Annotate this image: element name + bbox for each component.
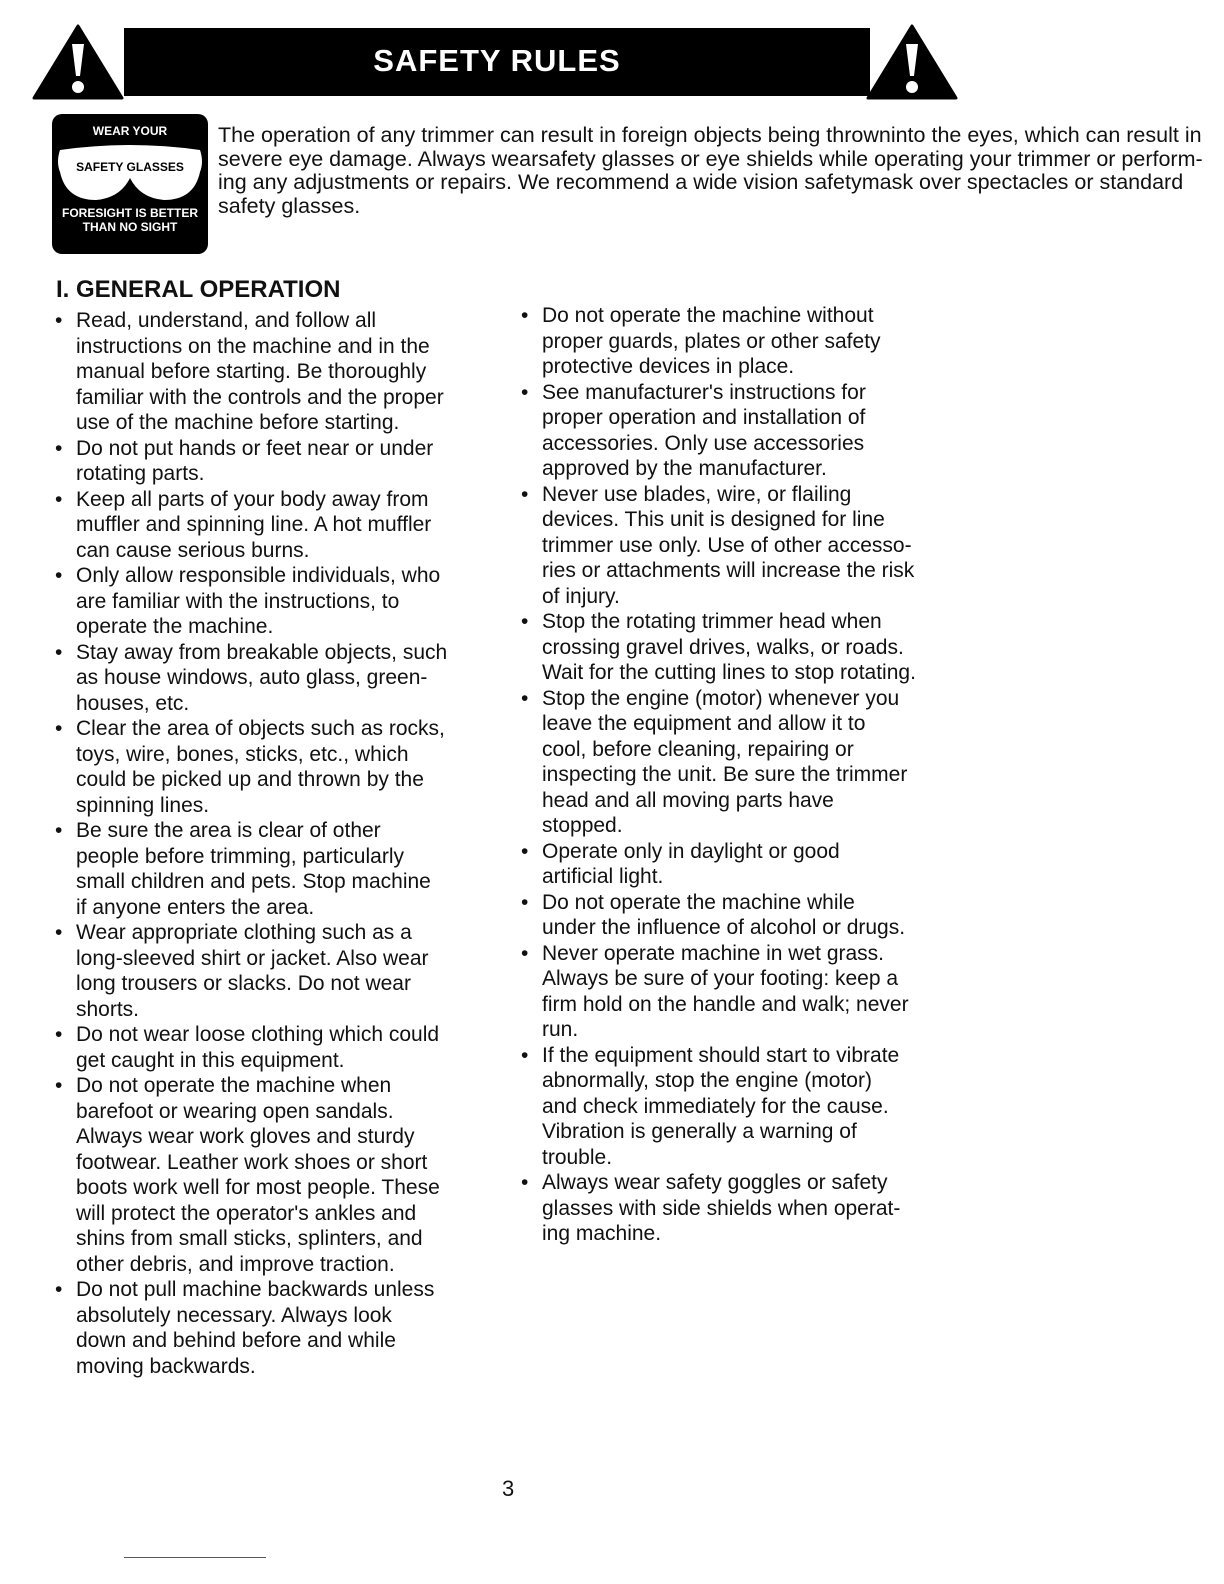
list-item — [55, 563, 447, 640]
text-line: accessories. Only use accessories — [542, 431, 865, 455]
text-line: firm hold on the handle and walk; never — [542, 992, 909, 1016]
text-line: could be picked up and thrown by the — [76, 768, 424, 791]
text-line: Do not operate the machine while — [542, 890, 855, 914]
bullet-icon: • — [521, 839, 529, 863]
badge-top-text: WEAR YOUR — [92, 124, 168, 138]
text-line: Only allow responsible individuals, who — [76, 564, 441, 587]
text-line: inspecting the unit. Be sure the trimmer — [542, 763, 908, 786]
text-line: muffler and spinning line. A hot muffler — [76, 513, 432, 536]
text-line: Be sure the area is clear of other — [76, 819, 381, 842]
text-line: get caught in this equipment. — [76, 1048, 345, 1072]
text-line: Do not wear loose clothing which could — [76, 1023, 440, 1046]
warning-triangle-icon — [866, 24, 958, 100]
bullet-icon: • — [55, 1023, 63, 1046]
page-title: SAFETY RULES — [124, 28, 870, 96]
text-line: run. — [542, 1018, 579, 1041]
text-line: barefoot or wearing open sandals. — [76, 1099, 394, 1123]
text-line: See manufacturer's instructions for — [542, 380, 866, 404]
text-line: people before trimming, particularly — [76, 844, 404, 868]
text-line: trimmer use only. Use of other accesso- — [542, 533, 912, 557]
text-line: manual before starting. Be thoroughly — [76, 360, 427, 383]
footer-rule — [124, 1557, 266, 1558]
list-item — [55, 487, 447, 564]
text-line: toys, wire, bones, sticks, etc., which — [76, 742, 409, 766]
text-line: head and all moving parts have — [542, 788, 834, 812]
text-line: abnormally, stop the engine (motor) — [542, 1069, 872, 1092]
text-line: small children and pets. Stop machine — [76, 870, 431, 893]
text-line: glasses with side shields when operat- — [542, 1196, 901, 1220]
section-heading: I. GENERAL OPERATION — [56, 276, 341, 303]
bullet-icon: • — [55, 436, 63, 460]
bullet-icon: • — [521, 380, 529, 404]
text-line: spinning lines. — [76, 793, 210, 817]
text-line: Do not operate the machine when — [76, 1074, 392, 1097]
bullet-icon: • — [521, 941, 529, 965]
text-line: The operation of any trimmer can result in foreign objects being thrown — [218, 123, 891, 147]
text-line: Wait for the cutting lines to stop rotating. — [542, 661, 916, 684]
list-item — [521, 1043, 916, 1171]
bullet-icon: • — [521, 482, 529, 506]
text-line: artificial light. — [542, 865, 664, 888]
list-item — [521, 686, 916, 839]
text-line: of injury. — [542, 584, 620, 608]
list-item — [55, 308, 447, 436]
text-line: moving backwards. — [76, 1354, 256, 1378]
text-line: mask over spectacles or standard safety glasses. — [218, 170, 1184, 218]
text-line: can cause serious burns. — [76, 538, 310, 562]
bullet-icon: • — [55, 1074, 63, 1097]
text-line: proper guards, plates or other safety — [542, 329, 881, 353]
text-line: instructions on the machine and in the — [76, 334, 430, 358]
bullet-icon: • — [55, 717, 63, 740]
warning-triangle-icon — [32, 24, 124, 100]
text-line: rotating parts. — [76, 462, 205, 485]
text-line: Always wear work gloves and sturdy — [76, 1125, 415, 1148]
badge-bottom-text: THAN NO SIGHT — [82, 220, 178, 234]
text-line: proper operation and installation of — [542, 406, 866, 429]
text-line: Do not operate the machine without — [542, 304, 874, 327]
text-line: Read, understand, and follow all — [76, 309, 377, 332]
text-line: other debris, and improve traction. — [76, 1252, 395, 1276]
text-line: under the influence of alcohol or drugs. — [542, 916, 906, 939]
text-line: into the eyes, which can result in severe eye damage. Always wear — [218, 123, 1202, 171]
bullet-icon: • — [55, 819, 63, 842]
bullet-icon: • — [521, 890, 529, 914]
text-line: footwear. Leather work shoes or short — [76, 1150, 428, 1174]
text-line: stopped. — [542, 814, 623, 837]
badge-bottom-text: FORESIGHT IS BETTER — [61, 206, 198, 220]
text-line: If the equipment should start to vibrate — [542, 1043, 900, 1067]
text-line: as house windows, auto glass, green- — [76, 666, 428, 689]
text-line: Wear appropriate clothing such as a — [76, 921, 412, 944]
text-line: Never use blades, wire, or flailing — [542, 482, 852, 506]
bullet-icon: • — [55, 564, 63, 587]
text-line: will protect the operator's ankles and — [76, 1201, 417, 1225]
text-line: ing machine. — [542, 1222, 662, 1245]
text-line: if anyone enters the area. — [76, 895, 315, 919]
list-item — [55, 436, 447, 487]
text-line: Keep all parts of your body away from — [76, 487, 429, 511]
text-line: Stop the engine (motor) whenever you — [542, 686, 900, 710]
text-line: Always be sure of your footing: keep a — [542, 967, 899, 990]
text-line: ries or attachments will increase the risk — [542, 559, 915, 582]
text-line: operate the machine. — [76, 615, 274, 638]
text-line: boots work well for most people. These — [76, 1176, 440, 1199]
list-item — [55, 1277, 447, 1379]
list-item — [55, 818, 447, 920]
text-line: crossing gravel drives, walks, or roads. — [542, 635, 904, 659]
list-item — [521, 890, 916, 941]
list-item — [55, 640, 447, 717]
text-line: cool, before cleaning, repairing or — [542, 737, 854, 761]
list-item — [521, 941, 916, 1043]
text-line: leave the equipment and allow it to — [542, 712, 866, 735]
list-item — [55, 716, 447, 818]
text-line: familiar with the controls and the proper — [76, 385, 444, 409]
text-line: devices. This unit is designed for line — [542, 508, 885, 531]
bullet-icon: • — [521, 610, 529, 633]
right-column — [521, 303, 916, 1247]
bullet-icon: • — [521, 1171, 529, 1194]
bullet-icon: • — [521, 304, 529, 327]
text-line: and check immediately for the cause. — [542, 1094, 889, 1118]
text-line: protective devices in place. — [542, 355, 795, 378]
intro-paragraph — [218, 124, 1224, 218]
text-line: ing any adjustments or repairs. We recommend a wide vision safety — [218, 170, 862, 194]
list-item — [55, 1022, 447, 1073]
list-item — [521, 609, 916, 686]
text-line: shins from small sticks, splinters, and — [76, 1227, 423, 1250]
text-line: Clear the area of objects such as rocks, — [76, 717, 445, 740]
list-item — [55, 1073, 447, 1277]
bullet-icon: • — [521, 1043, 529, 1067]
text-line: Vibration is generally a warning of — [542, 1120, 857, 1143]
list-item — [521, 482, 916, 610]
text-line: Operate only in daylight or good — [542, 839, 840, 863]
list-item — [521, 303, 916, 380]
text-line: trouble. — [542, 1145, 613, 1169]
text-line: safety glasses or eye shields while operating your trimmer or perform- — [538, 146, 1203, 171]
text-line: approved by the manufacturer. — [542, 457, 827, 480]
bullet-icon: • — [521, 686, 529, 710]
text-line: Never operate machine in wet grass. — [542, 941, 884, 965]
text-line: Stay away from breakable objects, such — [76, 640, 448, 664]
text-line: Do not pull machine backwards unless — [76, 1278, 435, 1301]
list-item — [521, 380, 916, 482]
text-line: down and behind before and while — [76, 1329, 396, 1352]
safety-glasses-badge — [52, 114, 208, 254]
bullet-icon: • — [55, 921, 63, 944]
text-line: Always wear safety goggles or safety — [542, 1171, 888, 1194]
text-line: long trousers or slacks. Do not wear — [76, 972, 411, 995]
bullet-icon: • — [55, 309, 63, 332]
list-item — [521, 1170, 916, 1247]
text-line: long-sleeved shirt or jacket. Also wear — [76, 946, 429, 970]
text-line: absolutely necessary. Always look — [76, 1303, 392, 1327]
text-line: are familiar with the instructions, to — [76, 589, 400, 613]
bullet-icon: • — [55, 487, 63, 511]
text-line: use of the machine before starting. — [76, 411, 400, 434]
left-column — [55, 308, 447, 1379]
badge-middle-text: SAFETY GLASSES — [76, 160, 184, 174]
text-line: shorts. — [76, 997, 140, 1021]
page-number: 3 — [502, 1476, 515, 1501]
text-line: Stop the rotating trimmer head when — [542, 610, 882, 633]
list-item — [55, 920, 447, 1022]
bullet-icon: • — [55, 640, 63, 664]
text-line: houses, etc. — [76, 691, 190, 715]
list-item — [521, 839, 916, 890]
text-line: Do not put hands or feet near or under — [76, 436, 434, 460]
bullet-icon: • — [55, 1278, 63, 1301]
